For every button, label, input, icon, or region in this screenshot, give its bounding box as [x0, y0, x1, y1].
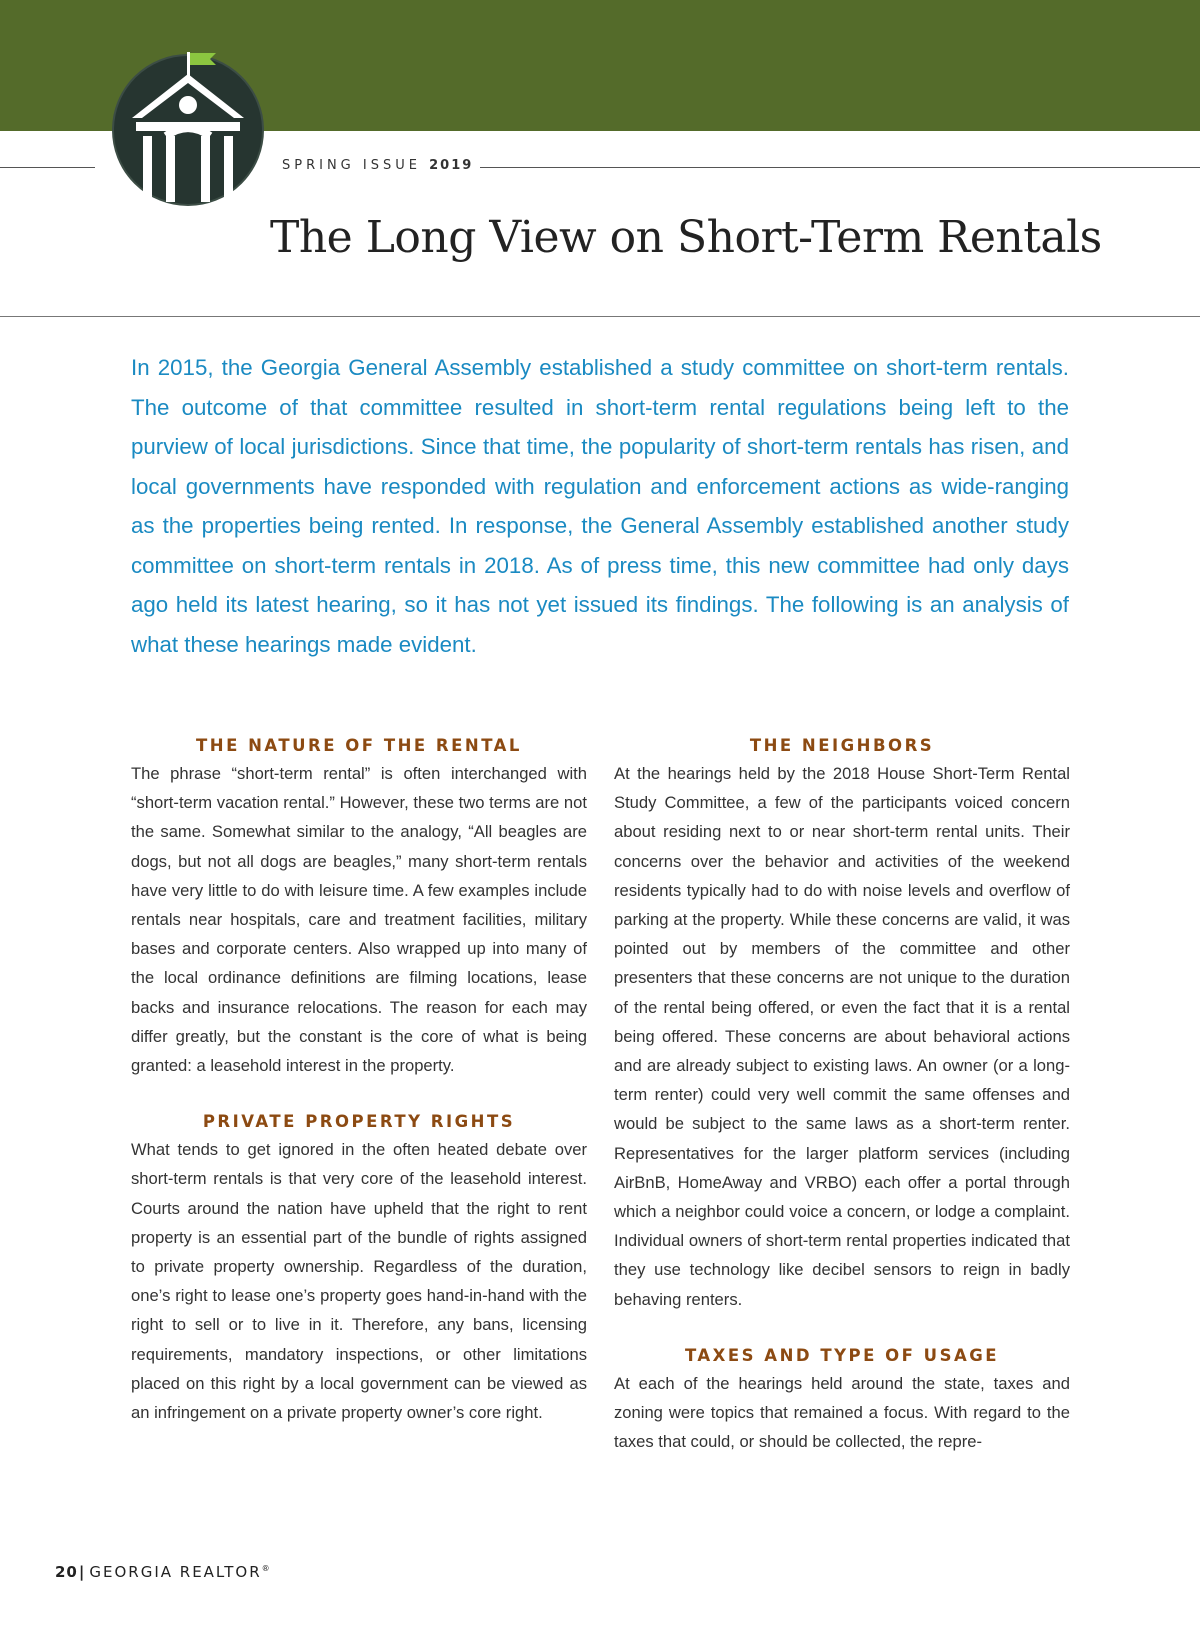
page-number: 20: [55, 1563, 78, 1581]
page-footer: [55, 1563, 270, 1581]
section-body: At the hearings held by the 2018 House Short-Term Rental Study Committee, a few of the participants voiced concern about residing next to or near short-term rental units. Their concerns over the behavior and activities of the weekend residents typically had to do with noise levels and overflow of parking at the property. While these concerns are valid, it was pointed out by members of the committee and other presenters that these concerns are not unique to the duration of the rental being offered, or even the fact that it is a rental being offered. These concerns are about behavioral actions and are already subject to existing laws. An owner (or a long-term renter) could very well commit the same offenses and would be subject to the same laws as a short-term renter. Representatives for the larger platform services (including AirBnB, HomeAway and VRBO) each offer a portal through which a neighbor could voice a concern, or lodge a complaint. Individual owners of short-term rental properties indicated that they use technology like decibel sensors to reign in badly behaving renters.: [614, 764, 1070, 1309]
issue-year: 2019: [429, 158, 474, 173]
article-title: The Long View on Short-Term Rentals: [270, 212, 1102, 263]
section-body: The phrase “short-term rental” is often interchanged with “short-term vacation rental.” However, these two terms are not the same. Somewhat similar to the analogy, “All beagles are dogs, but not all dogs are beagles,” many short-term rentals have very little to do with leisure time. A few examples include rentals near hospitals, care and treatment facilities, military bases and corporate centers. Also wrapped up into many of the local ordinance definitions are filming locations, lease backs and insurance relocations. The reason for each may differ greatly, but the constant is the core of what is being granted: a leasehold interest in the property.: [131, 764, 587, 1076]
section-heading: PRIVATE PROPERTY RIGHTS: [202, 1112, 516, 1132]
title-rule: [0, 316, 1200, 317]
header-rule-right: [480, 167, 1200, 168]
issue-label: SPRING ISSUE 2019: [282, 158, 474, 173]
registered-mark: ®: [261, 1564, 270, 1573]
publication-name: GEORGIA REALTOR: [89, 1563, 262, 1581]
left-column: [131, 733, 587, 1427]
section-heading: THE NEIGHBORS: [749, 736, 935, 755]
section-heading: THE NATURE OF THE RENTAL: [196, 736, 522, 755]
lead-paragraph: In 2015, the Georgia General Assembly established a study committee on short-term rentals. The outcome of that committee resulted in short-term rental regulations being left to the purview of local jurisdictions. Since that time, the popularity of short-term rentals has risen, and local governments have responded with regulation and enforcement actions as wide-ranging as the properties being rented. In response, the General Assembly established another study committee on short-term rentals in 2018. As of press time, this new committee had only days ago held its latest hearing, so it has not yet issued its findings. The following is an analysis of what these hearings made evident.: [131, 355, 1069, 657]
section-body: What tends to get ignored in the often heated debate over short-term rentals is that very core of the leasehold interest. Courts around the nation have upheld that the right to rent property is an essential part of the bundle of rights assigned to private property ownership. Regardless of the duration, one’s right to lease one’s property goes hand-in-hand with the right to sell or to live in it. Therefore, any bans, licensing requirements, mandatory inspections, or other limitations placed on this right by a local government can be viewed as an infringement on a private property owner’s core right.: [131, 1140, 587, 1423]
section-heading: TAXES AND TYPE OF USAGE: [684, 1345, 1000, 1365]
right-column: [614, 733, 1070, 1456]
capitol-building-icon: [110, 50, 266, 206]
footer-separator: |: [78, 1563, 87, 1581]
section-body: At each of the hearings held around the state, taxes and zoning were topics that remained a focus. With regard to the taxes that could, or should be collected, the repre-: [614, 1373, 1070, 1452]
header-rule-left: [0, 167, 95, 168]
